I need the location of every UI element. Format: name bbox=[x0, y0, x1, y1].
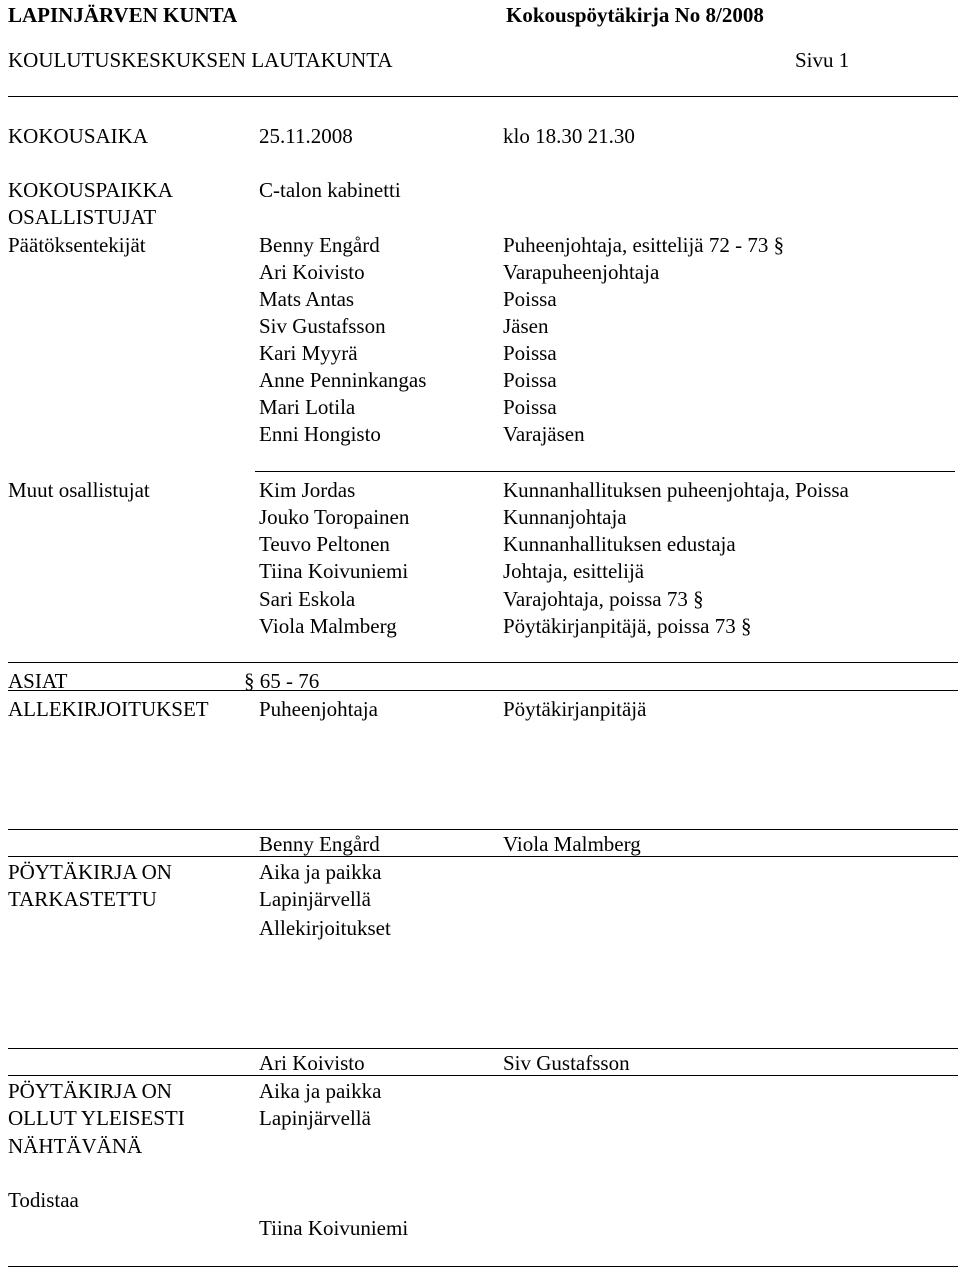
display-place: Lapinjärvellä bbox=[259, 1106, 371, 1130]
participant-name: Teuvo Peltonen bbox=[259, 532, 390, 556]
participant-role: Kunnanhallituksen puheenjohtaja, Poissa bbox=[503, 478, 849, 502]
participant-role: Pöytäkirjanpitäjä, poissa 73 § bbox=[503, 614, 752, 638]
member-role: Poissa bbox=[503, 368, 557, 392]
participant-name: Viola Malmberg bbox=[259, 614, 397, 638]
member-role: Varapuheenjohtaja bbox=[503, 260, 660, 284]
signer-name: Ari Koivisto bbox=[259, 1051, 365, 1075]
member-name: Mats Antas bbox=[259, 287, 355, 311]
section-rule bbox=[8, 829, 958, 830]
chair-signature-name: Benny Engård bbox=[259, 832, 380, 856]
member-role: Poissa bbox=[503, 341, 557, 365]
meeting-place: C-talon kabinetti bbox=[259, 178, 401, 202]
member-name: Benny Engård bbox=[259, 233, 380, 257]
municipality-name: LAPINJÄRVEN KUNTA bbox=[8, 3, 238, 27]
member-role: Varajäsen bbox=[503, 422, 585, 446]
display-label: OLLUT YLEISESTI bbox=[8, 1106, 185, 1130]
member-role: Puheenjohtaja, esittelijä 72 - 73 § bbox=[503, 233, 785, 257]
display-label: NÄHTÄVÄNÄ bbox=[8, 1134, 143, 1158]
secretary-signature-name: Viola Malmberg bbox=[503, 832, 641, 856]
member-name: Enni Hongisto bbox=[259, 422, 381, 446]
section-rule bbox=[255, 471, 955, 472]
meeting-place-label: KOKOUSPAIKKA bbox=[8, 178, 173, 202]
signer-name: Siv Gustafsson bbox=[503, 1051, 630, 1075]
attest-label: Todistaa bbox=[8, 1188, 79, 1212]
checked-place: Lapinjärvellä bbox=[259, 887, 371, 911]
meeting-time: klo 18.30 21.30 bbox=[503, 124, 635, 148]
display-label: PÖYTÄKIRJA ON bbox=[8, 1079, 172, 1103]
checked-label: TARKASTETTU bbox=[8, 887, 157, 911]
section-rule bbox=[8, 1048, 958, 1049]
checked-label: PÖYTÄKIRJA ON bbox=[8, 860, 172, 884]
checked-place-label: Aika ja paikka bbox=[259, 860, 382, 884]
document-title: Kokouspöytäkirja No 8/2008 bbox=[506, 3, 764, 27]
participant-name: Tiina Koivuniemi bbox=[259, 559, 409, 583]
page-number: Sivu 1 bbox=[795, 48, 850, 72]
display-place-label: Aika ja paikka bbox=[259, 1079, 382, 1103]
participant-name: Sari Eskola bbox=[259, 587, 356, 611]
member-name: Siv Gustafsson bbox=[259, 314, 386, 338]
participant-name: Jouko Toropainen bbox=[259, 505, 410, 529]
member-name: Ari Koivisto bbox=[259, 260, 365, 284]
items-label: ASIAT bbox=[8, 669, 68, 693]
items-range: § 65 - 76 bbox=[244, 669, 320, 693]
meeting-time-label: KOKOUSAIKA bbox=[8, 124, 148, 148]
chair-title: Puheenjohtaja bbox=[259, 697, 378, 721]
secretary-title: Pöytäkirjanpitäjä bbox=[503, 697, 647, 721]
attester-name: Tiina Koivuniemi bbox=[259, 1216, 409, 1240]
signatures-caption: Allekirjoitukset bbox=[259, 916, 391, 940]
section-rule bbox=[8, 690, 958, 691]
decision-makers-label: Päätöksentekijät bbox=[8, 233, 146, 257]
section-rule bbox=[8, 662, 958, 663]
signatures-label: ALLEKIRJOITUKSET bbox=[8, 697, 209, 721]
board-name: KOULUTUSKESKUKSEN LAUTAKUNTA bbox=[8, 48, 393, 72]
participant-role: Varajohtaja, poissa 73 § bbox=[503, 587, 704, 611]
member-role: Jäsen bbox=[503, 314, 549, 338]
participant-role: Johtaja, esittelijä bbox=[503, 559, 645, 583]
member-name: Anne Penninkangas bbox=[259, 368, 427, 392]
footer-rule bbox=[8, 1266, 958, 1267]
participants-label: OSALLISTUJAT bbox=[8, 205, 157, 229]
section-rule bbox=[8, 856, 958, 857]
member-role: Poissa bbox=[503, 395, 557, 419]
meeting-date: 25.11.2008 bbox=[259, 124, 353, 148]
member-name: Mari Lotila bbox=[259, 395, 356, 419]
participant-role: Kunnanjohtaja bbox=[503, 505, 627, 529]
other-participants-label: Muut osallistujat bbox=[8, 478, 150, 502]
participant-name: Kim Jordas bbox=[259, 478, 356, 502]
member-name: Kari Myyrä bbox=[259, 341, 358, 365]
member-role: Poissa bbox=[503, 287, 557, 311]
participant-role: Kunnanhallituksen edustaja bbox=[503, 532, 736, 556]
header-rule bbox=[8, 96, 958, 97]
section-rule bbox=[8, 1075, 958, 1076]
